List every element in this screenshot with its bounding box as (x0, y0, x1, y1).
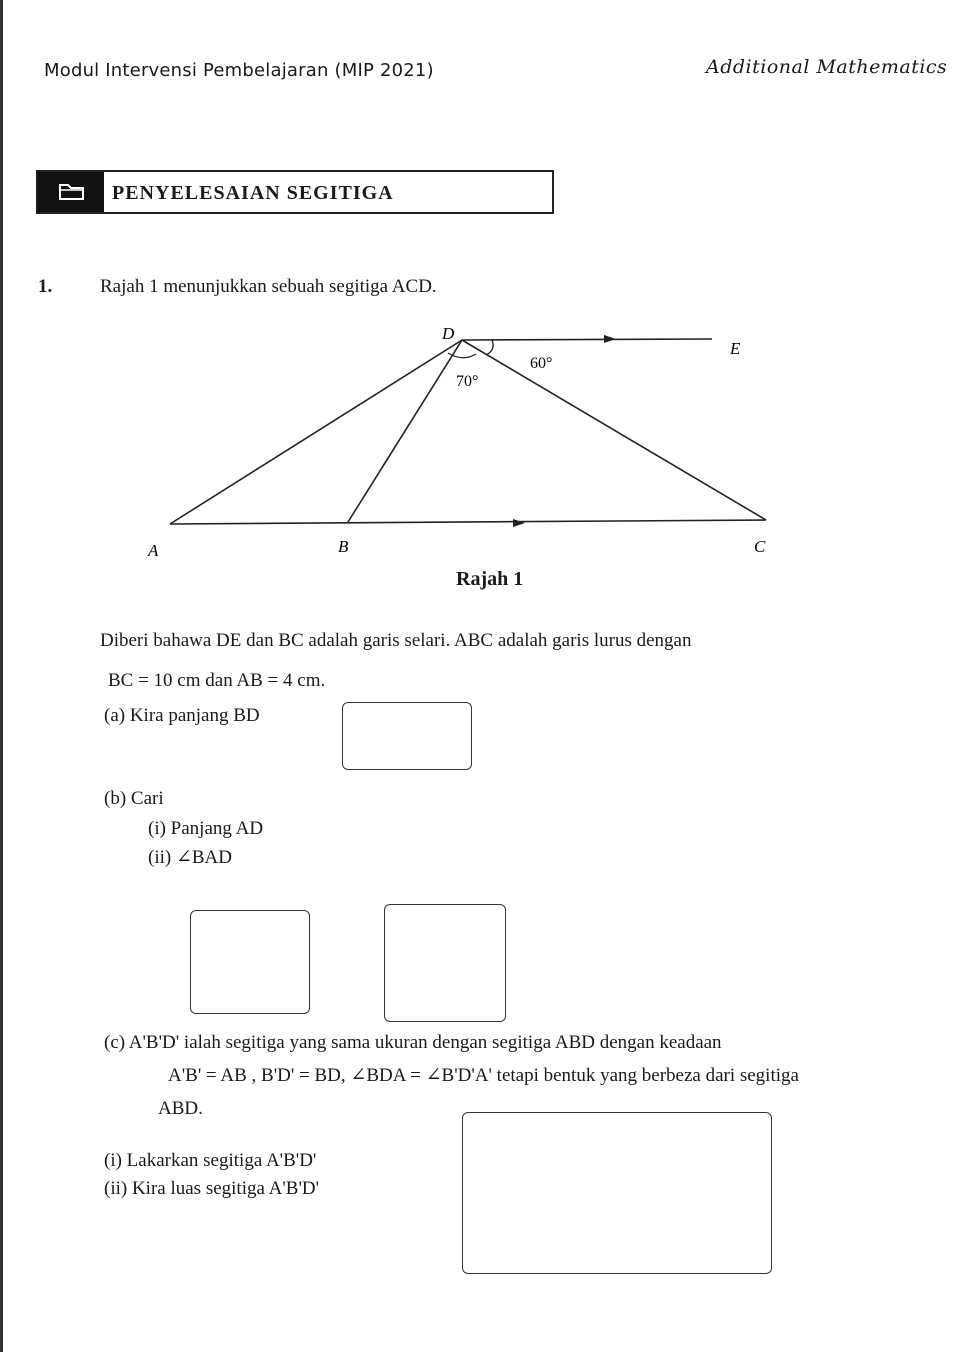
part-b-ii-text: (ii) ∠BAD (148, 847, 232, 868)
part-c-line-3: ABD. (158, 1098, 203, 1119)
line-dc (462, 340, 766, 520)
line-ad (170, 340, 462, 524)
part-c-line-2: A'B' = AB , B'D' = BD, ∠BDA = ∠B'D'A' tetapi bentuk yang berbeza dari segitiga (168, 1065, 799, 1086)
answer-box-b-ii[interactable] (384, 904, 506, 1022)
subject-header: Additional Mathematics (706, 56, 948, 78)
question-number: 1. (38, 276, 53, 297)
page-margin-rule (0, 0, 3, 1352)
part-c-i-text: (i) Lakarkan segitiga A'B'D' (104, 1150, 317, 1171)
answer-box-b-i[interactable] (190, 910, 310, 1014)
angle-adb-label: 70° (456, 373, 479, 390)
diagram-caption: Rajah 1 (456, 568, 524, 590)
folder-icon (38, 172, 104, 212)
part-a-text: (a) Kira panjang BD (104, 705, 260, 726)
part-c-ii-text: (ii) Kira luas segitiga A'B'D' (104, 1178, 320, 1199)
line-de (462, 339, 712, 340)
triangle-diagram (130, 320, 790, 570)
line-ac (170, 520, 766, 524)
line-bd (348, 340, 462, 522)
question-intro: Rajah 1 menunjukkan sebuah segitiga ACD. (100, 276, 437, 297)
part-c-line-1: (c) A'B'D' ialah segitiga yang sama ukuran dengan segitiga ABD dengan keadaan (104, 1032, 722, 1053)
answer-box-a[interactable] (342, 702, 472, 770)
part-b-i-text: (i) Panjang AD (148, 818, 264, 839)
label-c: C (754, 537, 766, 556)
label-e: E (730, 339, 741, 358)
label-b: B (338, 537, 349, 556)
given-line-1: Diberi bahawa DE dan BC adalah garis selari. ABC adalah garis lurus dengan (100, 630, 692, 651)
part-b-text: (b) Cari (104, 788, 164, 809)
module-header: Modul Intervensi Pembelajaran (MIP 2021) (44, 60, 434, 81)
label-d: D (442, 324, 455, 343)
section-icon-cell (38, 172, 104, 212)
label-a: A (148, 541, 159, 560)
angle-edc-label: 60° (530, 355, 553, 372)
given-line-2: BC = 10 cm dan AB = 4 cm. (108, 670, 326, 691)
angle-arc-edc (486, 340, 493, 355)
answer-box-c[interactable] (462, 1112, 772, 1274)
parallel-arrow-bc (513, 519, 525, 527)
section-title: PENYELESAIAN SEGITIGA (112, 182, 394, 204)
parallel-arrow-de (604, 335, 616, 343)
